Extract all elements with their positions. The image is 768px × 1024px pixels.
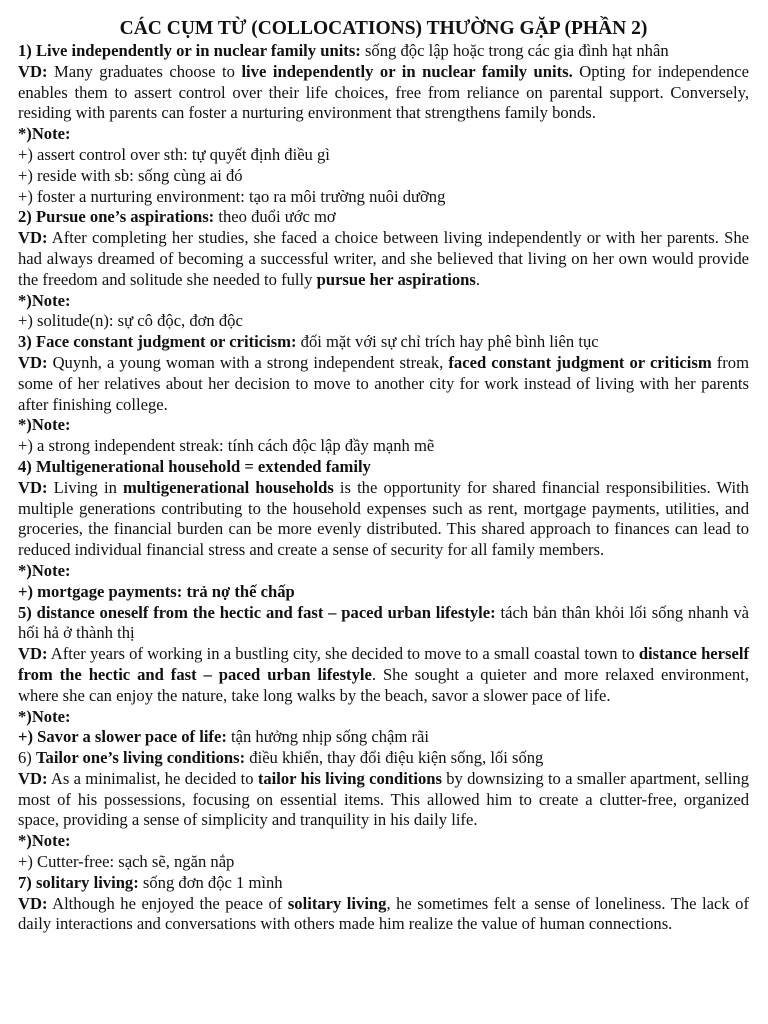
- item-7-heading-line: [18, 873, 749, 894]
- item-1-meaning: sống độc lập hoặc trong các gia đình hạt nhân: [360, 41, 669, 60]
- item-5-meaning: tách bản thân khỏi lối sống nhanh và hối hả ở thành thị: [18, 602, 749, 643]
- item-2-meaning: theo đuổi ước mơ: [214, 207, 336, 227]
- vd-label: VD:: [18, 61, 48, 81]
- vd-label: VD:: [18, 352, 48, 372]
- item-2-example: VD: After completing her studies, she faced a choice between living independently or with her parents. She had always dreamed of becoming a successful writer, and she believed that living on her own would provide the freedom and solitude she needed to fully pursue her aspirations.: [18, 228, 749, 289]
- note-label: *)Note:: [18, 560, 71, 580]
- note-item: +) Cutter-free: sạch sẽ, ngăn nắp: [18, 852, 235, 872]
- vd-label: VD:: [18, 768, 48, 788]
- item-3-example: VD: Quynh, a young woman with a strong independent streak, faced constant judgment or criticism from some of her relatives about her decision to move to another city for work instead of living with her parents after finishing college.: [18, 352, 749, 414]
- note-item: +) a strong independent streak: tính cách độc lập đầy mạnh mẽ: [18, 436, 435, 456]
- item-3-meaning: đối mặt với sự chỉ trích hay phê bình liên tục: [296, 332, 599, 352]
- item-6-example: VD: As a minimalist, he decided to tailor his living conditions by downsizing to a smaller apartment, selling most of his possessions, focusing on essential items. This allowed him to create a clutter-free, organized space, providing a sense of simplicity and tranquility in his daily life.: [18, 768, 750, 830]
- note-label: *)Note:: [18, 290, 71, 310]
- note-item: +) foster a nurturing environment: tạo ra môi trường nuôi dưỡng: [18, 186, 446, 206]
- item-2-heading-line: [18, 207, 749, 228]
- document-title: CÁC CỤM TỪ (COLLOCATIONS) THƯỜNG GẶP (PHẦN 2): [119, 18, 648, 39]
- vd-label: VD:: [18, 228, 48, 248]
- item-4-example: VD: Living in multigenerational households is the opportunity for shared financial responsibilities. With multiple generations contributing to the household expenses such as rent, mortgage payments, utilities, and groceries, the financial burden can be more evenly distributed. This shared approach to finances can lead to reduced individual financial stress and create a sense of security for all family members.: [18, 477, 749, 560]
- note-item: +) mortgage payments: trả nợ thế chấp: [18, 581, 295, 601]
- item-5-heading-line: [18, 603, 749, 645]
- note-label: *)Note:: [18, 415, 71, 435]
- item-6-number: 6): [18, 748, 36, 768]
- item-1-example: VD: Many graduates choose to live independently or in nuclear family units. Opting for independence enables them to assert control over their life choices, free from reliance on parental support. Conversely, residing with parents can foster a nurturing environment that strengthens family bonds.: [18, 61, 750, 123]
- item-6-heading: Tailor one’s living conditions:: [35, 748, 246, 768]
- item-5-heading: 5) distance oneself from the hectic and fast – paced urban lifestyle:: [18, 602, 496, 622]
- item-4-heading: 4) Multigenerational household = extended family: [18, 456, 371, 476]
- note-label: *)Note:: [18, 706, 71, 726]
- item-1-heading-line: [18, 41, 749, 62]
- item-3-heading-line: [18, 332, 749, 353]
- vd-label: VD:: [18, 644, 48, 664]
- vd-label: VD:: [18, 477, 48, 497]
- note-item: +) Savor a slower pace of life: tận hưởng nhịp sống chậm rãi: [18, 727, 429, 747]
- item-7-heading: 7) solitary living:: [18, 872, 139, 892]
- item-1-heading: 1) Live independently or in nuclear family units:: [18, 41, 361, 60]
- note-label: *)Note:: [18, 831, 71, 851]
- item-7-example: VD: Although he enjoyed the peace of solitary living, he sometimes felt a sense of loneliness. The lack of daily interactions and conversations with others made him realize the value of human connections.: [18, 893, 749, 934]
- note-label: *)Note:: [18, 124, 71, 144]
- note-item: +) reside with sb: sống cùng ai đó: [18, 165, 243, 185]
- item-7-meaning: sống đơn độc 1 mình: [138, 872, 283, 892]
- vd-label: VD:: [18, 893, 48, 913]
- note-item: +) assert control over sth: tự quyết định điều gì: [18, 144, 330, 164]
- item-3-heading: 3) Face constant judgment or criticism:: [18, 332, 297, 352]
- item-5-example: VD: After years of working in a bustling city, she decided to move to a small coastal town to distance herself from the hectic and fast – paced urban lifestyle. She sought a quieter and more relaxed environment, where she can enjoy the nature, take long walks by the beach, savor a slower pace of life.: [18, 644, 749, 705]
- note-item: +) solitude(n): sự cô độc, đơn độc: [18, 311, 243, 331]
- item-6-heading-line: [18, 748, 749, 769]
- item-2-heading: 2) Pursue one’s aspirations:: [18, 207, 215, 227]
- item-6-meaning: điều khiển, thay đổi điệu kiện sống, lối sống: [245, 748, 544, 768]
